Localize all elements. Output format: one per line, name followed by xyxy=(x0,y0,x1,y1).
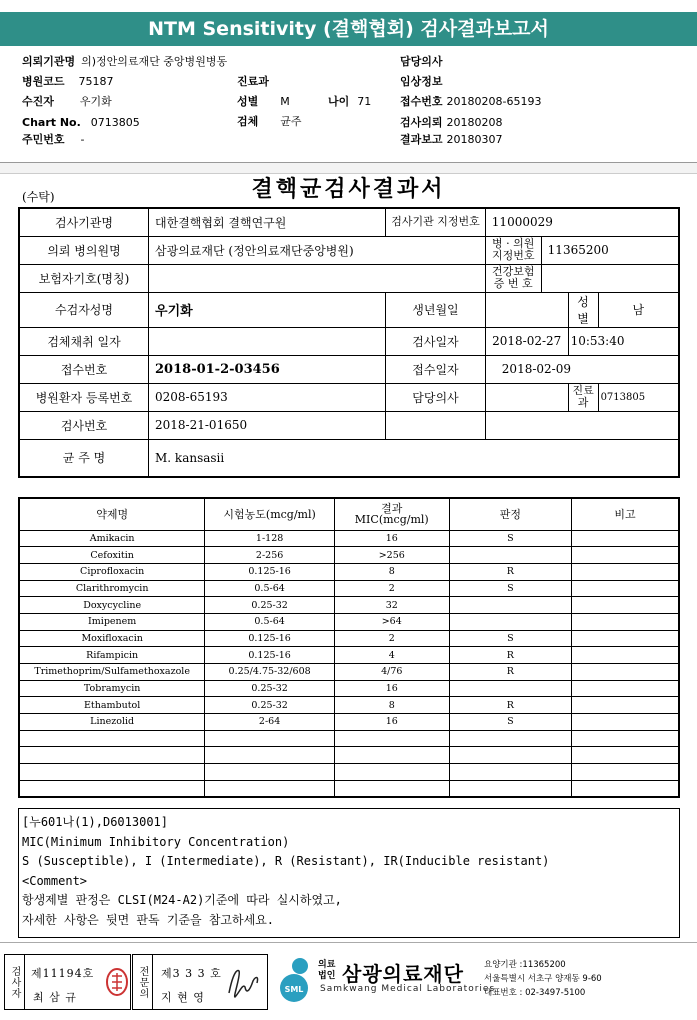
empty-row xyxy=(19,764,679,781)
conc-cell: 0.125-16 xyxy=(205,630,335,647)
report-title: NTM Sensitivity (결핵협회) 검사결과보고서 xyxy=(0,12,697,46)
table-row xyxy=(19,613,679,630)
drug-name-cell: Trimethoprim/Sulfamethoxazole xyxy=(19,664,205,681)
document-title: 결핵균검사결과서 xyxy=(251,176,446,202)
comment-box xyxy=(18,808,680,938)
mic-cell: 2 xyxy=(334,580,449,597)
lab-addr-3: 대표번호 : 02-3497-5100 xyxy=(484,988,586,998)
judge-cell: R xyxy=(449,563,571,580)
judge-cell xyxy=(449,547,571,564)
table-row xyxy=(19,664,679,681)
empty-cell xyxy=(449,747,571,764)
drug-name-cell: Ciprofloxacin xyxy=(19,563,205,580)
examiner-no: 제11194호 xyxy=(31,967,95,980)
mic-cell: >64 xyxy=(334,613,449,630)
institution-value: 의)정안의료재단 중앙병원병동 xyxy=(81,55,228,68)
table-row xyxy=(19,680,679,697)
examiner-label: 검사자 xyxy=(5,955,25,1009)
empty-cell xyxy=(572,764,680,781)
hospital-designation-label: 병 · 의원 지정번호 xyxy=(485,236,541,264)
dept-label: 진료과 xyxy=(237,75,269,88)
empty-cell xyxy=(572,747,680,764)
empty-cell xyxy=(334,780,449,797)
empty-cell xyxy=(19,780,205,797)
drug-table-body xyxy=(19,530,679,797)
reviewer-no: 제3 3 3 호 xyxy=(161,967,222,980)
header-judge: 판정 xyxy=(449,498,571,530)
insurance-no-value xyxy=(541,264,679,292)
strain-label: 균 주 명 xyxy=(19,439,149,477)
insured-label: 보험자기호(명칭) xyxy=(19,264,149,292)
sex-value: 남 xyxy=(598,292,679,327)
test-no-value: 2018-21-01650 xyxy=(149,411,386,439)
header-note: 비고 xyxy=(572,498,680,530)
note-cell xyxy=(572,563,680,580)
blank-cell xyxy=(485,411,679,439)
mic-cell: 16 xyxy=(334,714,449,731)
note-cell xyxy=(572,664,680,681)
patient-name-label: 수검자성명 xyxy=(19,292,149,327)
report-date-row: 결과보고 20180307 xyxy=(400,133,503,146)
sex-row: 성별 M xyxy=(237,95,290,108)
table-row xyxy=(19,580,679,597)
drug-name-cell: Imipenem xyxy=(19,613,205,630)
conc-cell: 1-128 xyxy=(205,530,335,547)
comment-line: MIC(Minimum Inhibitory Concentration) xyxy=(22,834,290,849)
lab-designation-value: 11000029 xyxy=(485,208,679,236)
specimen-info-table xyxy=(18,207,680,478)
test-date-label: 검사일자 xyxy=(386,327,486,355)
resident-no-row: 주민번호 - xyxy=(22,133,85,146)
lab-addr-1: 요양기관 :11365200 xyxy=(484,960,566,970)
dept-label: 진료과 xyxy=(568,383,598,411)
drug-name-cell: Ethambutol xyxy=(19,697,205,714)
judge-cell: R xyxy=(449,647,571,664)
signature-icon xyxy=(223,963,263,1003)
empty-cell xyxy=(572,780,680,797)
doctor-label: 담당의사 xyxy=(386,383,486,411)
judge-cell xyxy=(449,680,571,697)
mic-cell: >256 xyxy=(334,547,449,564)
conc-cell: 2-64 xyxy=(205,714,335,731)
comment-line: S (Susceptible), I (Intermediate), R (Resistant), IR(Inducible resistant) xyxy=(22,854,550,868)
conc-cell: 0.25/4.75-32/608 xyxy=(205,664,335,681)
header-result-top: 결과 xyxy=(381,502,403,516)
empty-cell xyxy=(334,764,449,781)
reg-no-label: 병원환자 등록번호 xyxy=(19,383,149,411)
header-result xyxy=(334,498,449,530)
note-cell xyxy=(572,647,680,664)
judge-cell: S xyxy=(449,714,571,731)
lab-designation-label: 검사기관 지정번호 xyxy=(386,208,486,236)
note-cell xyxy=(572,680,680,697)
note-cell xyxy=(572,547,680,564)
doctor-label: 담당의사 xyxy=(400,55,443,68)
drug-name-cell: Amikacin xyxy=(19,530,205,547)
judge-cell xyxy=(449,597,571,614)
examiner-name: 최 삼 규 xyxy=(33,991,77,1004)
mic-cell: 32 xyxy=(334,597,449,614)
empty-cell xyxy=(19,747,205,764)
comment-line: 항생제별 판정은 CLSI(M24-A2)기준에 따라 실시하였고, xyxy=(22,893,342,907)
header-drug: 약제명 xyxy=(19,498,205,530)
empty-cell xyxy=(205,747,335,764)
strain-value: M. kansasii xyxy=(149,439,679,477)
collect-date-value xyxy=(149,327,386,355)
svg-text:SML: SML xyxy=(284,985,304,994)
clinical-info-label: 임상정보 xyxy=(400,75,443,88)
empty-cell xyxy=(572,730,680,747)
empty-row xyxy=(19,747,679,764)
req-hospital-value: 삼광의료재단 (정안의료재단중앙병원) xyxy=(149,236,486,264)
conc-cell: 0.125-16 xyxy=(205,647,335,664)
lab-name-en: Samkwang Medical Laboratories xyxy=(320,984,496,994)
empty-cell xyxy=(205,780,335,797)
lab-name-value: 대한결핵협회 결핵연구원 xyxy=(149,208,386,236)
mic-cell: 2 xyxy=(334,630,449,647)
sex-label: 성별 xyxy=(568,292,598,327)
drug-name-cell: Doxycycline xyxy=(19,597,205,614)
specimen-row: 검체 균주 xyxy=(237,115,302,128)
note-cell xyxy=(572,714,680,731)
conc-cell: 0.125-16 xyxy=(205,563,335,580)
judge-cell: S xyxy=(449,580,571,597)
judge-cell: S xyxy=(449,630,571,647)
mic-cell: 4/76 xyxy=(334,664,449,681)
hospital-designation-value: 11365200 xyxy=(541,236,679,264)
drug-name-cell: Rifampicin xyxy=(19,647,205,664)
receipt-no-row: 접수번호 20180208-65193 xyxy=(400,95,542,108)
seal-icon xyxy=(105,967,129,997)
reg-no-value: 0208-65193 xyxy=(149,383,386,411)
footer-divider xyxy=(0,942,697,943)
empty-cell xyxy=(449,730,571,747)
empty-cell xyxy=(449,764,571,781)
collect-date-label: 검체채취 일자 xyxy=(19,327,149,355)
reviewer-label: 전문의 xyxy=(133,955,153,1009)
note-cell xyxy=(572,697,680,714)
empty-row xyxy=(19,730,679,747)
conc-cell: 0.25-32 xyxy=(205,680,335,697)
reviewer-name: 지 현 영 xyxy=(161,991,205,1004)
empty-row xyxy=(19,780,679,797)
table-row xyxy=(19,647,679,664)
test-no-extra xyxy=(386,411,486,439)
comment-line: [누601나(1),D6013001] xyxy=(22,815,169,829)
drug-name-cell: Tobramycin xyxy=(19,680,205,697)
table-row xyxy=(19,714,679,731)
lab-addr-2: 서울특별시 서초구 양재동 9-60 xyxy=(484,974,602,984)
birth-label: 생년월일 xyxy=(386,292,486,327)
test-date-value: 2018-02-27 xyxy=(485,327,568,355)
reviewer-box xyxy=(132,954,268,1010)
header-result-bottom: MIC(mcg/ml) xyxy=(354,513,429,527)
mic-cell: 4 xyxy=(334,647,449,664)
lab-name-label: 검사기관명 xyxy=(19,208,149,236)
test-no-label: 검사번호 xyxy=(19,411,149,439)
dept-value: 0713805 xyxy=(598,383,679,411)
conc-cell: 0.5-64 xyxy=(205,613,335,630)
table-row xyxy=(19,597,679,614)
drug-name-cell: Cefoxitin xyxy=(19,547,205,564)
mic-cell: 16 xyxy=(334,680,449,697)
empty-cell xyxy=(205,764,335,781)
comment-line: 자세한 사항은 뒷면 판독 기준을 참고하세요. xyxy=(22,912,275,927)
req-hospital-label: 의뢰 병의원명 xyxy=(19,236,149,264)
table-row xyxy=(19,697,679,714)
receipt-no-label: 접수번호 xyxy=(19,355,149,383)
judge-cell: R xyxy=(449,697,571,714)
recipient-row: 수진자 우기화 xyxy=(22,95,112,108)
note-cell xyxy=(572,580,680,597)
document-tag: (수탁) xyxy=(22,190,55,204)
header-conc: 시험농도(mcg/ml) xyxy=(205,498,335,530)
receipt-date-value: 2018-02-09 xyxy=(485,355,679,383)
doctor-value xyxy=(485,383,568,411)
note-cell xyxy=(572,597,680,614)
insurance-no-label: 건강보험 증 번 호 xyxy=(485,264,541,292)
mic-cell: 16 xyxy=(334,530,449,547)
empty-cell xyxy=(449,780,571,797)
table-row xyxy=(19,563,679,580)
comment-line: <Comment> xyxy=(22,873,88,888)
table-row xyxy=(19,630,679,647)
drug-name-cell: Clarithromycin xyxy=(19,580,205,597)
lab-name: 삼광의료재단 xyxy=(342,962,464,986)
mic-cell: 8 xyxy=(334,697,449,714)
judge-cell: R xyxy=(449,664,571,681)
corp-small-2: 법인 xyxy=(318,971,336,981)
birth-value xyxy=(485,292,568,327)
test-time-value: 10:53:40 xyxy=(568,327,679,355)
empty-cell xyxy=(19,764,205,781)
conc-cell: 2-256 xyxy=(205,547,335,564)
empty-cell xyxy=(205,730,335,747)
note-cell xyxy=(572,630,680,647)
drug-name-cell: Moxifloxacin xyxy=(19,630,205,647)
institution-row: 의뢰기관명 의)정안의료재단 중앙병원병동 xyxy=(22,55,228,68)
patient-name-value: 우기화 xyxy=(149,292,386,327)
corp-small-1: 의료 xyxy=(318,960,336,970)
footer xyxy=(0,952,697,1014)
receipt-date-label: 접수일자 xyxy=(386,355,486,383)
conc-cell: 0.25-32 xyxy=(205,697,335,714)
request-date-row: 검사의뢰 20180208 xyxy=(400,116,503,129)
age-row: 나이 71 xyxy=(328,95,372,108)
mic-cell: 8 xyxy=(334,563,449,580)
empty-cell xyxy=(19,730,205,747)
insured-value xyxy=(149,264,486,292)
judge-cell: S xyxy=(449,530,571,547)
conc-cell: 0.5-64 xyxy=(205,580,335,597)
empty-cell xyxy=(334,730,449,747)
table-row xyxy=(19,547,679,564)
drug-susceptibility-table xyxy=(18,497,680,798)
examiner-box xyxy=(4,954,131,1010)
receipt-no-value: 2018-01-2-03456 xyxy=(149,355,386,383)
hospital-code-row: 병원코드 75187 xyxy=(22,75,114,88)
drug-name-cell: Linezolid xyxy=(19,714,205,731)
empty-cell xyxy=(334,747,449,764)
note-cell xyxy=(572,530,680,547)
table-row xyxy=(19,530,679,547)
conc-cell: 0.25-32 xyxy=(205,597,335,614)
judge-cell xyxy=(449,613,571,630)
note-cell xyxy=(572,613,680,630)
chart-no-row: Chart No. 0713805 xyxy=(22,116,140,129)
lab-logo-icon xyxy=(272,956,318,1008)
